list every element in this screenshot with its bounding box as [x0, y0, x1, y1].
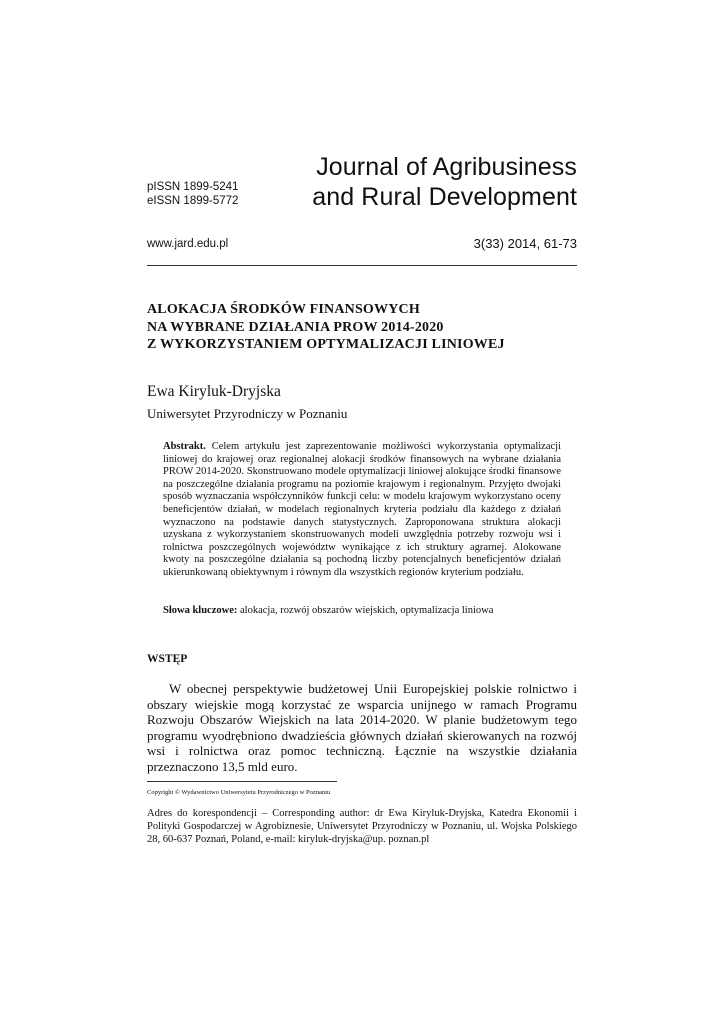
issn-block: [147, 180, 238, 208]
issue-info: 3(33) 2014, 61-73: [473, 236, 577, 251]
keywords-label: Słowa kluczowe:: [163, 605, 238, 616]
abstract-label: Abstrakt.: [163, 441, 206, 452]
intro-paragraph: W obecnej perspektywie budżetowej Unii Europejskiej polskie rolnictwo i obszary wiejskie mogą korzystać ze wsparcia unijnego w ramach Programu Rozwoju Obszarów Wiejskich na lata 2014-2020. W planie budżetowym tego programu wyodrębniono dwadzieścia głównych działań skierowanych na rozwój wsi i rolnictwa oraz pomoc techniczną. Łącznie na wszystkie działania przeznaczono 13,5 mld euro.: [147, 681, 577, 774]
footnote-divider: [147, 781, 337, 782]
article-title-line: NA WYBRANE DZIAŁANIA PROW 2014-2020: [147, 319, 444, 335]
article-title-line: ALOKACJA ŚRODKÓW FINANSOWYCH: [147, 302, 420, 317]
journal-title-line2: and Rural Development: [312, 183, 577, 211]
journal-title: [312, 152, 577, 212]
keywords: [163, 605, 561, 618]
copyright-notice: Copyright © Wydawnictwo Uniwersytetu Przyrodniczego w Poznaniu: [147, 789, 331, 796]
journal-title-line1: Journal of Agribusiness: [316, 153, 577, 181]
article-title-line: Z WYKORZYSTANIEM OPTYMALIZACJI LINIOWEJ: [147, 337, 505, 352]
author-name: Ewa Kiryluk-Dryjska: [147, 383, 281, 400]
keywords-text: alokacja, rozwój obszarów wiejskich, optymalizacja liniowa: [240, 605, 494, 616]
abstract-text: Celem artykułu jest zaprezentowanie możliwości wykorzystania optymalizacji liniowej do krajowej oraz regionalnej alokacji środków finansowych na wybrane działania PROW 2014-2020. Skonstruowano modele optymalizacji liniowej alokujące środki finansowe na poszczególne działania programu na poziomie krajowym i regionalnym. Przyjęto dwojaki sposób wyznaczania współczynników funkcji celu: w modelu krajowym wykorzystano oceny beneficjentów działań, w modelach regionalnych kryteria podziału dla każdego z działań wyznaczono na podstawie danych statystycznych. Zaproponowana struktura alokacji uzyskana z wykorzystaniem skonstruowanych modeli uwzględnia potrzeby rozwoju wsi i rolnictwa poszczególnych województw wynikające z ich struktury agrarnej. Alokowane kwoty na poszczególne działania są pochodną liczby potencjalnych beneficjentów działań ukierunkowaną obiektywnym i równym dla wszystkich regionów kryterium podziału.: [163, 441, 561, 578]
journal-url-link[interactable]: www.jard.edu.pl: [147, 238, 229, 250]
author-affiliation: Uniwersytet Przyrodniczy w Poznaniu: [147, 406, 348, 421]
eissn: eISSN 1899-5772: [147, 195, 239, 207]
article-title: [147, 301, 577, 354]
correspondence-address: Adres do korespondencji – Corresponding author: dr Ewa Kiryluk-Dryjska, Katedra Ekonomii i Polityki Gospodarczej w Agrobiznesie, Uniwersytet Przyrodniczy w Poznaniu, ul. Wojska Polskiego 28, 60-637 Poznań, Poland, e-mail: kiryluk-dryjska@up. poznan.pl: [147, 808, 577, 846]
header-divider: [147, 265, 577, 266]
abstract: [163, 441, 561, 580]
section-heading-intro: WSTĘP: [147, 653, 188, 665]
pissn: pISSN 1899-5241: [147, 181, 239, 193]
